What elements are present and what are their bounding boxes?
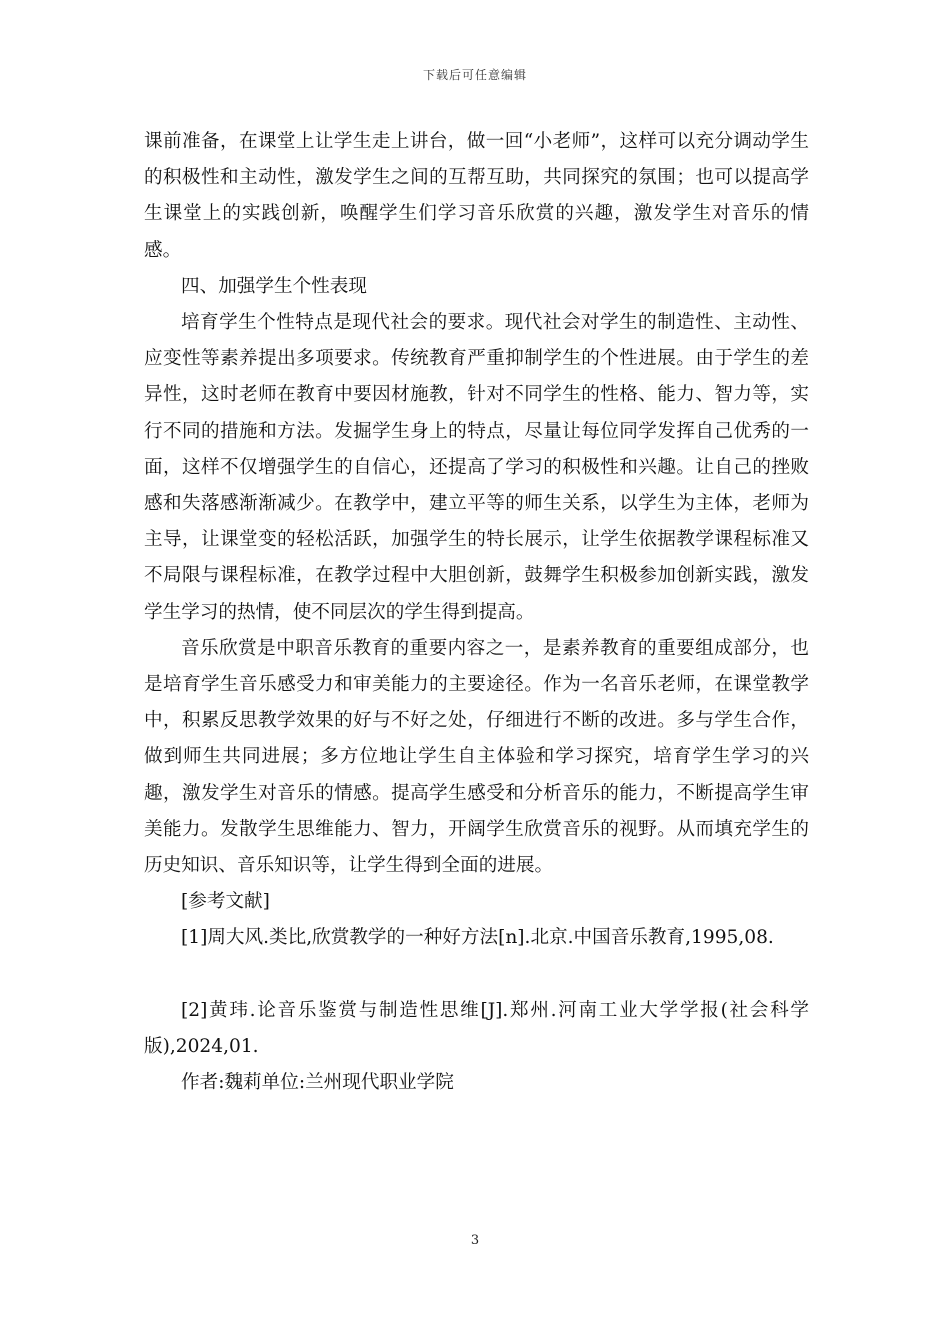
- reference-item: [2]黄玮.论音乐鉴赏与制造性思维[J].郑州.河南工业大学学报(社会科学版),2024,01.: [144, 999, 809, 1057]
- paragraph: 音乐欣赏是中职音乐教育的重要内容之一，是素养教育的重要组成部分，也是培育学生音乐感受力和审美能力的主要途径。作为一名音乐老师，在课堂教学中，积累反思教学效果的好与不好之处，仔细进行不断的改进。多与学生合作，做到师生共同进展；多方位地让学生自主体验和学习探究，培育学生学习的兴趣，激发学生对音乐的情感。提高学生感受和分析音乐的能力，不断提高学生审美能力。发散学生思维能力、智力，开阔学生欣赏音乐的视野。从而填充学生的历史知识、音乐知识等，让学生得到全面的进展。: [144, 637, 809, 877]
- section-heading: 四、加强学生个性表现: [181, 275, 367, 297]
- reference-item: [1]周大风.类比,欣赏教学的一种好方法[n].北京.中国音乐教育,1995,08.: [181, 927, 774, 949]
- page-number: 3: [470, 1233, 480, 1248]
- paragraph-continuation: 课前准备，在课堂上让学生走上讲台，做一回“小老师”，这样可以充分调动学生的积极性和主动性，激发学生之间的互帮互助，共同探究的氛围；也可以提高学生课堂上的实践创新，唤醒学生们学习音乐欣赏的兴趣，激发学生对音乐的情感。: [144, 131, 809, 261]
- references-heading: [参考文献]: [181, 891, 270, 913]
- document-body: [144, 124, 809, 1101]
- author-line: 作者:魏莉单位:兰州现代职业学院: [181, 1072, 454, 1094]
- paragraph: 培育学生个性特点是现代社会的要求。现代社会对学生的制造性、主动性、应变性等素养提出多项要求。传统教育严重抑制学生的个性进展。由于学生的差异性，这时老师在教育中要因材施教，针对不同学生的性格、能力、智力等，实行不同的措施和方法。发掘学生身上的特点，尽量让每位同学发挥自己优秀的一面，这样不仅增强学生的自信心，还提高了学习的积极性和兴趣。让自己的挫败感和失落感渐渐减少。在教学中，建立平等的师生关系，以学生为主体，老师为主导，让课堂变的轻松活跃，加强学生的特长展示，让学生依据教学课程标准又不局限与课程标准，在教学过程中大胆创新，鼓舞学生积极参加创新实践，激发学生学习的热情，使不同层次的学生得到提高。: [144, 312, 809, 623]
- page-header: 下载后可任意编辑: [422, 68, 527, 82]
